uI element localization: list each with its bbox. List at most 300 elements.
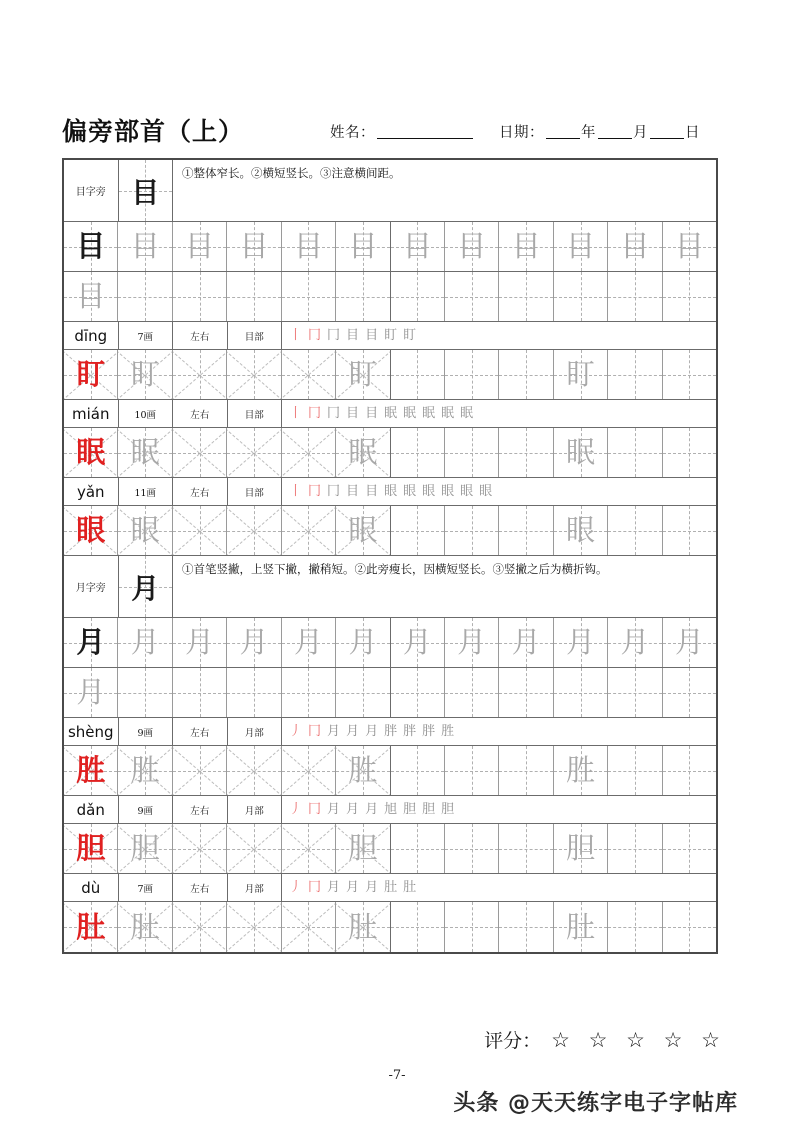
stroke-order-glyph: 眼	[384, 484, 398, 499]
practice-cell[interactable]	[499, 824, 553, 873]
stroke-order-glyph: 胆	[422, 802, 436, 817]
practice-cell[interactable]	[663, 618, 716, 667]
character-structure: 左右	[173, 478, 228, 505]
practice-cell[interactable]	[499, 506, 553, 555]
character-pinyin: yǎn	[64, 478, 119, 505]
guide-vertical-line	[472, 350, 473, 399]
practice-cell[interactable]	[227, 746, 281, 795]
practice-cell[interactable]	[608, 222, 662, 271]
practice-cell[interactable]	[663, 506, 716, 555]
practice-cell[interactable]	[608, 824, 662, 873]
practice-cell[interactable]	[445, 428, 499, 477]
guide-vertical-line	[581, 668, 582, 717]
practice-cell[interactable]	[118, 222, 172, 271]
practice-cell[interactable]	[608, 902, 662, 952]
practice-character: 月	[674, 625, 704, 659]
guide-vertical-line	[689, 350, 690, 399]
guide-vertical-line	[472, 824, 473, 873]
practice-cell[interactable]	[227, 668, 281, 717]
practice-cell[interactable]	[118, 272, 172, 321]
month-label: 月	[633, 125, 649, 141]
character-stroke-count: 7画	[119, 322, 174, 349]
practice-cell[interactable]	[336, 350, 390, 399]
practice-cell[interactable]	[227, 222, 281, 271]
stroke-order-glyph: 旭	[384, 802, 398, 817]
practice-cell[interactable]	[391, 746, 445, 795]
stroke-order-glyph: 月	[327, 880, 341, 895]
page-number: -7-	[388, 1068, 406, 1083]
practice-cell[interactable]	[173, 746, 227, 795]
practice-cell[interactable]	[64, 428, 118, 477]
practice-cell[interactable]	[336, 668, 390, 717]
stroke-order-glyph: 眠	[422, 406, 436, 421]
practice-cell[interactable]	[445, 746, 499, 795]
radical-section	[64, 556, 716, 952]
practice-cell[interactable]	[445, 506, 499, 555]
practice-cell[interactable]	[118, 746, 172, 795]
guide-vertical-line	[254, 272, 255, 321]
practice-cell[interactable]	[663, 222, 716, 271]
character-stroke-count: 11画	[119, 478, 174, 505]
practice-cell[interactable]	[282, 350, 336, 399]
practice-cell[interactable]	[554, 272, 608, 321]
practice-cell[interactable]	[64, 222, 118, 271]
practice-cell[interactable]	[663, 824, 716, 873]
practice-cell[interactable]	[554, 618, 608, 667]
guide-vertical-line	[526, 746, 527, 795]
practice-character: 目	[76, 279, 106, 313]
practice-character: 月	[76, 675, 106, 709]
practice-cell[interactable]	[173, 618, 227, 667]
practice-character: 眠	[348, 435, 378, 469]
stroke-order-glyph: 眠	[441, 406, 455, 421]
stroke-order-glyph: 丿	[289, 880, 303, 895]
practice-cell[interactable]	[608, 428, 662, 477]
practice-character: 眼	[76, 513, 106, 547]
practice-cell[interactable]	[336, 902, 390, 952]
character-pinyin: dù	[64, 874, 119, 901]
practice-cell[interactable]	[118, 902, 172, 952]
character-practice-row	[64, 428, 716, 478]
guide-vertical-line	[417, 902, 418, 952]
guide-vertical-line	[635, 902, 636, 952]
practice-cell[interactable]	[173, 824, 227, 873]
radical-header-row	[64, 556, 716, 618]
practice-cell[interactable]	[499, 618, 553, 667]
practice-cell[interactable]	[554, 668, 608, 717]
practice-character: 目	[674, 229, 704, 263]
character-practice-row	[64, 746, 716, 796]
rating-label: 评分：	[484, 1030, 542, 1052]
guide-vertical-line	[363, 272, 364, 321]
practice-cell[interactable]	[391, 272, 445, 321]
stroke-order-glyph: 丨	[289, 328, 303, 343]
practice-character: 胆	[130, 831, 160, 865]
practice-character: 眠	[130, 435, 160, 469]
practice-cell[interactable]	[499, 272, 553, 321]
practice-cell[interactable]	[499, 902, 553, 952]
practice-cell[interactable]	[554, 746, 608, 795]
practice-character: 目	[457, 229, 487, 263]
practice-cell[interactable]	[64, 902, 118, 952]
date-month-blank[interactable]	[598, 138, 632, 139]
practice-cell[interactable]	[227, 506, 281, 555]
practice-cell[interactable]	[336, 746, 390, 795]
practice-cell[interactable]	[336, 428, 390, 477]
practice-cell[interactable]	[608, 506, 662, 555]
guide-vertical-line	[635, 350, 636, 399]
practice-cell[interactable]	[445, 272, 499, 321]
stroke-order-glyph: 冂	[308, 802, 322, 817]
character-radical: 月部	[228, 796, 283, 823]
practice-character: 月	[348, 625, 378, 659]
practice-cell[interactable]	[391, 902, 445, 952]
practice-cell[interactable]	[391, 222, 445, 271]
practice-cell[interactable]	[391, 428, 445, 477]
practice-cell[interactable]	[282, 902, 336, 952]
practice-cell[interactable]	[608, 618, 662, 667]
stroke-order-glyph: 眼	[441, 484, 455, 499]
character-radical: 目部	[228, 478, 283, 505]
stroke-order-glyph: 月	[365, 880, 379, 895]
practice-cell[interactable]	[173, 222, 227, 271]
guide-vertical-line	[526, 506, 527, 555]
practice-character: 目	[76, 229, 106, 263]
practice-cell[interactable]	[227, 618, 281, 667]
guide-vertical-line	[254, 668, 255, 717]
practice-cell[interactable]	[64, 506, 118, 555]
character-info-row	[64, 796, 716, 824]
character-stroke-count: 9画	[119, 796, 174, 823]
character-stroke-count: 7画	[119, 874, 174, 901]
practice-cell[interactable]	[499, 746, 553, 795]
year-label: 年	[581, 125, 597, 141]
radical-notes: ①首笔竖撇，上竖下撇，撇稍短。②此旁瘦长，因横短竖长。③竖撇之后为横折钩。	[182, 562, 608, 576]
practice-cell[interactable]	[391, 506, 445, 555]
practice-cell[interactable]	[173, 272, 227, 321]
guide-vertical-line	[200, 668, 201, 717]
radical-practice-row	[64, 222, 716, 272]
practice-character: 肚	[76, 909, 106, 944]
character-practice-row	[64, 350, 716, 400]
radical-glyph-cell	[119, 556, 174, 617]
stroke-order-glyph: 盯	[403, 328, 417, 343]
guide-vertical-line	[581, 272, 582, 321]
stroke-order-glyph: 冂	[327, 328, 341, 343]
practice-cell[interactable]	[173, 668, 227, 717]
practice-cell[interactable]	[118, 824, 172, 873]
guide-vertical-line	[308, 668, 309, 717]
practice-cell[interactable]	[499, 222, 553, 271]
guide-vertical-line	[689, 746, 690, 795]
practice-character: 月	[130, 625, 160, 659]
practice-cell[interactable]	[173, 506, 227, 555]
practice-cell[interactable]	[118, 506, 172, 555]
practice-character: 目	[566, 229, 596, 263]
practice-character: 胜	[130, 753, 160, 787]
practice-character: 月	[402, 625, 432, 659]
practice-cell[interactable]	[336, 618, 390, 667]
character-practice-row	[64, 824, 716, 874]
practice-character: 月	[76, 625, 106, 659]
practice-cell[interactable]	[64, 668, 118, 717]
radical-name: 月字旁	[64, 556, 119, 617]
practice-cell[interactable]	[663, 902, 716, 952]
stroke-order-glyph: 眠	[460, 406, 474, 421]
character-info-row	[64, 718, 716, 746]
guide-vertical-line	[526, 350, 527, 399]
guide-vertical-line	[200, 272, 201, 321]
practice-cell[interactable]	[663, 272, 716, 321]
practice-cell[interactable]	[118, 668, 172, 717]
stroke-order-glyph: 丿	[289, 802, 303, 817]
guide-vertical-line	[689, 668, 690, 717]
practice-character: 眠	[566, 435, 596, 469]
stroke-order-glyph: 眠	[403, 406, 417, 421]
practice-character: 眠	[76, 435, 106, 469]
practice-cell[interactable]	[663, 350, 716, 399]
practice-cell[interactable]	[663, 746, 716, 795]
practice-cell[interactable]	[554, 350, 608, 399]
guide-vertical-line	[526, 668, 527, 717]
practice-cell[interactable]	[282, 618, 336, 667]
guide-vertical-line	[472, 746, 473, 795]
practice-cell[interactable]	[608, 272, 662, 321]
practice-cell[interactable]	[554, 428, 608, 477]
practice-cell[interactable]	[227, 428, 281, 477]
character-radical: 月部	[228, 718, 283, 745]
practice-cell[interactable]	[282, 668, 336, 717]
practice-cell[interactable]	[608, 350, 662, 399]
guide-vertical-line	[417, 428, 418, 477]
guide-vertical-line	[417, 350, 418, 399]
practice-cell[interactable]	[64, 618, 118, 667]
guide-vertical-line	[417, 272, 418, 321]
character-practice-row	[64, 506, 716, 556]
guide-vertical-line	[526, 902, 527, 952]
practice-cell[interactable]	[554, 824, 608, 873]
stroke-order-glyph: 肚	[403, 880, 417, 895]
guide-vertical-line	[635, 824, 636, 873]
practice-cell[interactable]	[173, 350, 227, 399]
practice-character: 胜	[348, 753, 378, 787]
student-meta	[330, 121, 700, 144]
practice-cell[interactable]	[336, 506, 390, 555]
stroke-order-sequence	[282, 478, 716, 505]
guide-vertical-line	[635, 668, 636, 717]
practice-character: 盯	[130, 357, 160, 391]
stroke-order-glyph: 目	[346, 484, 360, 499]
practice-cell[interactable]	[282, 272, 336, 321]
practice-cell[interactable]	[64, 824, 118, 873]
practice-cell[interactable]	[336, 222, 390, 271]
guide-vertical-line	[526, 428, 527, 477]
character-radical: 目部	[228, 400, 283, 427]
stroke-order-glyph: 胜	[441, 724, 455, 739]
practice-cell[interactable]	[336, 272, 390, 321]
page-title: 偏旁部首（上）	[62, 117, 245, 146]
guide-vertical-line	[689, 824, 690, 873]
watermark: 头条 @天天练字电子字帖库	[453, 1091, 738, 1116]
stroke-order-glyph: 胖	[422, 724, 436, 739]
radical-header-row	[64, 160, 716, 222]
practice-cell[interactable]	[499, 428, 553, 477]
practice-cell[interactable]	[445, 902, 499, 952]
radical-glyph-cell	[119, 160, 174, 221]
practice-cell[interactable]	[499, 350, 553, 399]
radical-practice-row	[64, 272, 716, 322]
stroke-order-glyph: 目	[365, 406, 379, 421]
practice-cell[interactable]	[336, 824, 390, 873]
practice-cell[interactable]	[64, 272, 118, 321]
practice-character: 月	[239, 625, 269, 659]
practice-cell[interactable]	[227, 902, 281, 952]
practice-cell[interactable]	[173, 902, 227, 952]
character-pinyin: dīng	[64, 322, 119, 349]
practice-cell[interactable]	[118, 618, 172, 667]
practice-cell[interactable]	[282, 746, 336, 795]
guide-vertical-line	[635, 506, 636, 555]
practice-cell[interactable]	[445, 668, 499, 717]
practice-character: 目	[293, 229, 323, 263]
stroke-order-glyph: 目	[346, 406, 360, 421]
practice-cell[interactable]	[499, 668, 553, 717]
practice-cell[interactable]	[445, 618, 499, 667]
practice-cell[interactable]	[391, 824, 445, 873]
name-label: 姓名：	[330, 125, 376, 141]
character-structure: 左右	[173, 400, 228, 427]
practice-cell[interactable]	[282, 506, 336, 555]
stroke-order-glyph: 冂	[308, 484, 322, 499]
practice-character: 眼	[348, 513, 378, 547]
guide-vertical-line	[689, 272, 690, 321]
stroke-order-glyph: 冂	[327, 406, 341, 421]
practice-cell[interactable]	[554, 506, 608, 555]
stroke-order-glyph: 眼	[422, 484, 436, 499]
stroke-order-glyph: 月	[346, 724, 360, 739]
practice-character: 胜	[566, 753, 596, 787]
practice-sheet	[62, 158, 718, 954]
name-input-blank[interactable]	[377, 138, 473, 139]
guide-vertical-line	[472, 428, 473, 477]
stroke-order-glyph: 冂	[308, 880, 322, 895]
stroke-order-glyph: 月	[365, 724, 379, 739]
practice-cell[interactable]	[554, 222, 608, 271]
stroke-order-glyph: 盯	[384, 328, 398, 343]
character-info-row	[64, 322, 716, 350]
practice-character: 胆	[566, 831, 596, 865]
practice-character: 胜	[76, 753, 106, 787]
practice-cell[interactable]	[173, 428, 227, 477]
character-structure: 左右	[173, 874, 228, 901]
practice-cell[interactable]	[282, 824, 336, 873]
guide-vertical-line	[635, 746, 636, 795]
guide-vertical-line	[526, 824, 527, 873]
practice-character: 肚	[130, 909, 160, 944]
practice-cell[interactable]	[608, 668, 662, 717]
stroke-order-sequence	[282, 400, 716, 427]
practice-character: 月	[511, 625, 541, 659]
practice-character: 月	[566, 625, 596, 659]
practice-character: 目	[130, 229, 160, 263]
practice-character: 目	[620, 229, 650, 263]
date-year-blank[interactable]	[546, 138, 580, 139]
practice-cell[interactable]	[663, 428, 716, 477]
rating-area	[484, 1026, 726, 1053]
character-info-row	[64, 478, 716, 506]
stroke-order-sequence	[282, 322, 716, 349]
character-pinyin: mián	[64, 400, 119, 427]
guide-vertical-line	[417, 668, 418, 717]
practice-cell[interactable]	[118, 350, 172, 399]
character-pinyin: dǎn	[64, 796, 119, 823]
practice-cell[interactable]	[64, 746, 118, 795]
practice-cell[interactable]	[391, 668, 445, 717]
radical-glyph: 目	[131, 175, 160, 209]
practice-cell[interactable]	[445, 222, 499, 271]
rating-stars[interactable]: ☆ ☆ ☆ ☆ ☆	[551, 1027, 726, 1052]
stroke-order-glyph: 冂	[308, 724, 322, 739]
stroke-order-glyph: 眼	[403, 484, 417, 499]
stroke-order-glyph: 月	[346, 880, 360, 895]
stroke-order-sequence	[282, 796, 716, 823]
stroke-order-glyph: 丨	[289, 484, 303, 499]
practice-cell[interactable]	[608, 746, 662, 795]
radical-practice-row	[64, 668, 716, 718]
practice-cell[interactable]	[282, 222, 336, 271]
practice-cell[interactable]	[118, 428, 172, 477]
radical-glyph: 月	[131, 571, 160, 605]
character-info-row	[64, 874, 716, 902]
date-day-blank[interactable]	[650, 138, 684, 139]
stroke-order-glyph: 眠	[384, 406, 398, 421]
practice-cell[interactable]	[227, 272, 281, 321]
character-radical: 月部	[228, 874, 283, 901]
practice-character: 目	[402, 229, 432, 263]
practice-character: 肚	[566, 909, 596, 944]
practice-character: 目	[511, 229, 541, 263]
radical-notes: ①整体窄长。②横短竖长。③注意横间距。	[182, 166, 401, 180]
radical-section	[64, 160, 716, 556]
guide-vertical-line	[689, 902, 690, 952]
stroke-order-glyph: 冂	[308, 406, 322, 421]
guide-vertical-line	[417, 506, 418, 555]
practice-cell[interactable]	[282, 428, 336, 477]
practice-cell[interactable]	[64, 350, 118, 399]
practice-cell[interactable]	[445, 824, 499, 873]
day-label: 日	[685, 125, 701, 141]
practice-character: 月	[457, 625, 487, 659]
practice-character: 目	[348, 229, 378, 263]
practice-cell[interactable]	[391, 618, 445, 667]
practice-cell[interactable]	[445, 350, 499, 399]
radical-practice-row	[64, 618, 716, 668]
character-info-row	[64, 400, 716, 428]
stroke-order-glyph: 月	[346, 802, 360, 817]
practice-cell[interactable]	[227, 824, 281, 873]
practice-cell[interactable]	[663, 668, 716, 717]
date-label: 日期：	[499, 125, 545, 141]
character-structure: 左右	[173, 322, 228, 349]
practice-cell[interactable]	[391, 350, 445, 399]
guide-vertical-line	[145, 668, 146, 717]
guide-vertical-line	[417, 746, 418, 795]
stroke-order-glyph: 目	[346, 328, 360, 343]
practice-character: 月	[293, 625, 323, 659]
practice-character: 胆	[348, 831, 378, 865]
practice-cell[interactable]	[554, 902, 608, 952]
practice-cell[interactable]	[227, 350, 281, 399]
